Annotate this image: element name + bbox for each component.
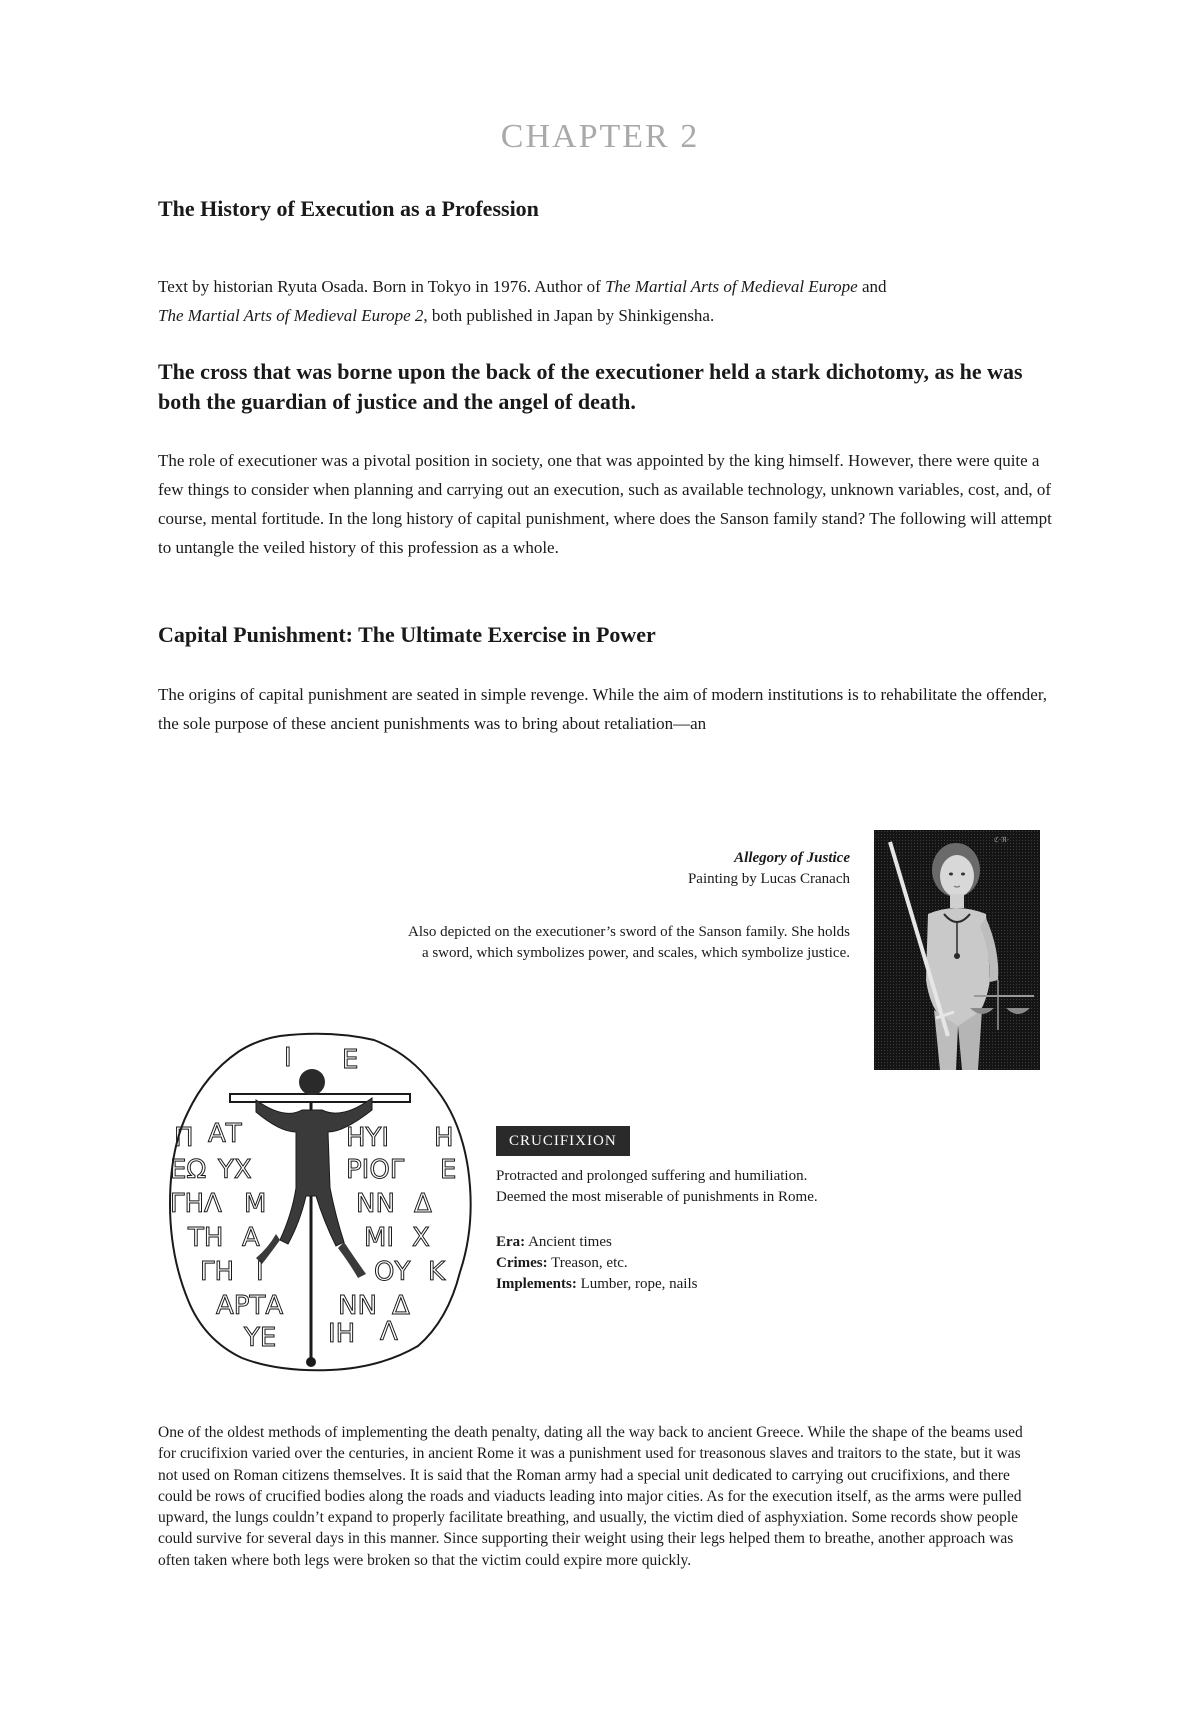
stone-letter: ΙΗ — [328, 1319, 356, 1349]
stone-letter: Κ — [428, 1257, 446, 1287]
intro-paragraph: The role of executioner was a pivotal position in society, one that was appointed by the king himself. However, there were quite a few things to consider when planning and carrying out an execution, such as available technology, unknown variables, cost, and, of course, mental fortitude. In the long history of capital punishment, where does the Sanson family stand? The following will attempt to untangle the veiled history of this profession as a whole. — [158, 451, 1052, 557]
stone-letter: ΜΙ — [364, 1223, 395, 1253]
implements-label: Implements: — [496, 1276, 577, 1292]
stone-letter: Χ — [412, 1223, 430, 1253]
allegory-caption — [688, 848, 850, 890]
stone-letter: Ι — [256, 1257, 264, 1287]
crucifixion-description — [496, 1166, 818, 1208]
stone-letter: Π — [174, 1123, 194, 1153]
era-value: Ancient times — [525, 1234, 612, 1250]
stone-letter: ΝΝ — [338, 1291, 377, 1321]
crucifixion-badge: CRUCIFIXION — [496, 1126, 630, 1156]
lead-paragraph: The cross that was borne upon the back of the executioner held a stark dichotomy, as he was both the guardian of justice and the angel of death. — [158, 359, 1023, 414]
caption-line: Also depicted on the executioner’s sword of the Sanson family. She holds — [407, 924, 850, 940]
section-paragraph: The origins of capital punishment are seated in simple revenge. While the aim of modern institutions is to rehabilitate the offender, the sole purpose of these ancient punishments was to bring about retaliation—an — [158, 685, 1048, 733]
caption-line: a sword, which symbolizes power, and scales, which symbolize justice. — [421, 945, 850, 961]
description-line: Protracted and prolonged suffering and humiliation. — [496, 1168, 808, 1184]
allegory-of-justice-painting — [874, 830, 1040, 1070]
caption-subtitle: Painting by Lucas Cranach — [687, 871, 850, 887]
crimes-label: Crimes: — [496, 1255, 548, 1271]
stone-letter: E — [342, 1045, 359, 1075]
stone-letter: ΤΗ — [188, 1223, 224, 1253]
crucifixion-stone-illustration — [160, 1028, 478, 1374]
stone-letter: ΗΥΙ — [346, 1123, 390, 1153]
book-title: The Martial Arts of Medieval Europe — [605, 277, 858, 296]
implements-value: Lumber, rope, nails — [576, 1276, 698, 1292]
allegory-description — [408, 922, 850, 964]
stone-letter: ΓΗΛ — [170, 1189, 222, 1219]
section-heading: Capital Punishment: The Ultimate Exercise in Power — [158, 622, 656, 647]
stone-letter: ΥΕ — [244, 1323, 277, 1353]
era-row — [496, 1232, 697, 1253]
caption-title: Allegory of Justice — [734, 850, 850, 866]
stone-letter: Α — [242, 1223, 260, 1253]
stone-letter: ΡΙΟΓ — [346, 1155, 405, 1185]
byline-text: and — [857, 277, 887, 296]
stone-letter: ΑΤ — [208, 1119, 242, 1149]
crimes-row — [496, 1253, 697, 1274]
stone-letter: ΓΗ — [200, 1257, 235, 1287]
stone-letter: I — [284, 1043, 292, 1073]
stone-letter: ΟΥ — [374, 1257, 411, 1287]
crimes-value: Treason, etc. — [547, 1255, 628, 1271]
stone-letter: Δ — [392, 1291, 410, 1321]
book-title: The Martial Arts of Medieval Europe 2 — [158, 306, 424, 325]
stone-letter: Λ — [380, 1317, 398, 1347]
stone-letter: Δ — [414, 1189, 432, 1219]
crucifixion-specs — [496, 1232, 697, 1295]
chapter-heading: CHAPTER 2 — [500, 118, 700, 155]
stone-letter: ΝΝ — [356, 1189, 395, 1219]
stone-letter: ΑΡΤΑ — [216, 1291, 284, 1321]
svg-text:ℭ·ℜ·: ℭ·ℜ· — [994, 836, 1010, 844]
stone-letter: Η — [434, 1123, 454, 1153]
article-title: The History of Execution as a Profession — [158, 196, 539, 221]
stone-letter: Ε — [440, 1155, 457, 1185]
stone-letter: ΥΧ — [218, 1155, 252, 1185]
byline — [158, 272, 1058, 330]
crucifixion-panel-text: One of the oldest methods of implementing the death penalty, dating all the way back to ancient Greece. While the shape of the beams used for crucifixion varied over the centuries, in ancient Rome it was a punishment used for treasonous slaves and traitors to the state, but it was not used on Roman citizens themselves. It is said that the Roman army had a special unit dedicated to carrying out crucifixions, and there could be rows of crucified bodies along the roads and viaducts leading into major cities. As for the execution itself, as the arms were pulled upward, the lungs couldn’t expand to properly facilitate breathing, and usually, the victim died of asphyxiation. Some records show people could survive for several days in this manner. Since supporting their weight using their legs helped them to breathe, another approach was often taken where both legs were broken so that the victim could expire more quickly. — [158, 1424, 1023, 1569]
implements-row — [496, 1274, 697, 1295]
era-label: Era: — [496, 1234, 526, 1250]
byline-text: , both published in Japan by Shinkigensha. — [423, 306, 715, 325]
description-line: Deemed the most miserable of punishments in Rome. — [496, 1189, 818, 1205]
stone-letter: ΕΩ — [170, 1155, 207, 1185]
stone-letter: Μ — [244, 1189, 267, 1219]
byline-text: Text by historian Ryuta Osada. Born in Tokyo in 1976. Author of — [158, 277, 606, 296]
